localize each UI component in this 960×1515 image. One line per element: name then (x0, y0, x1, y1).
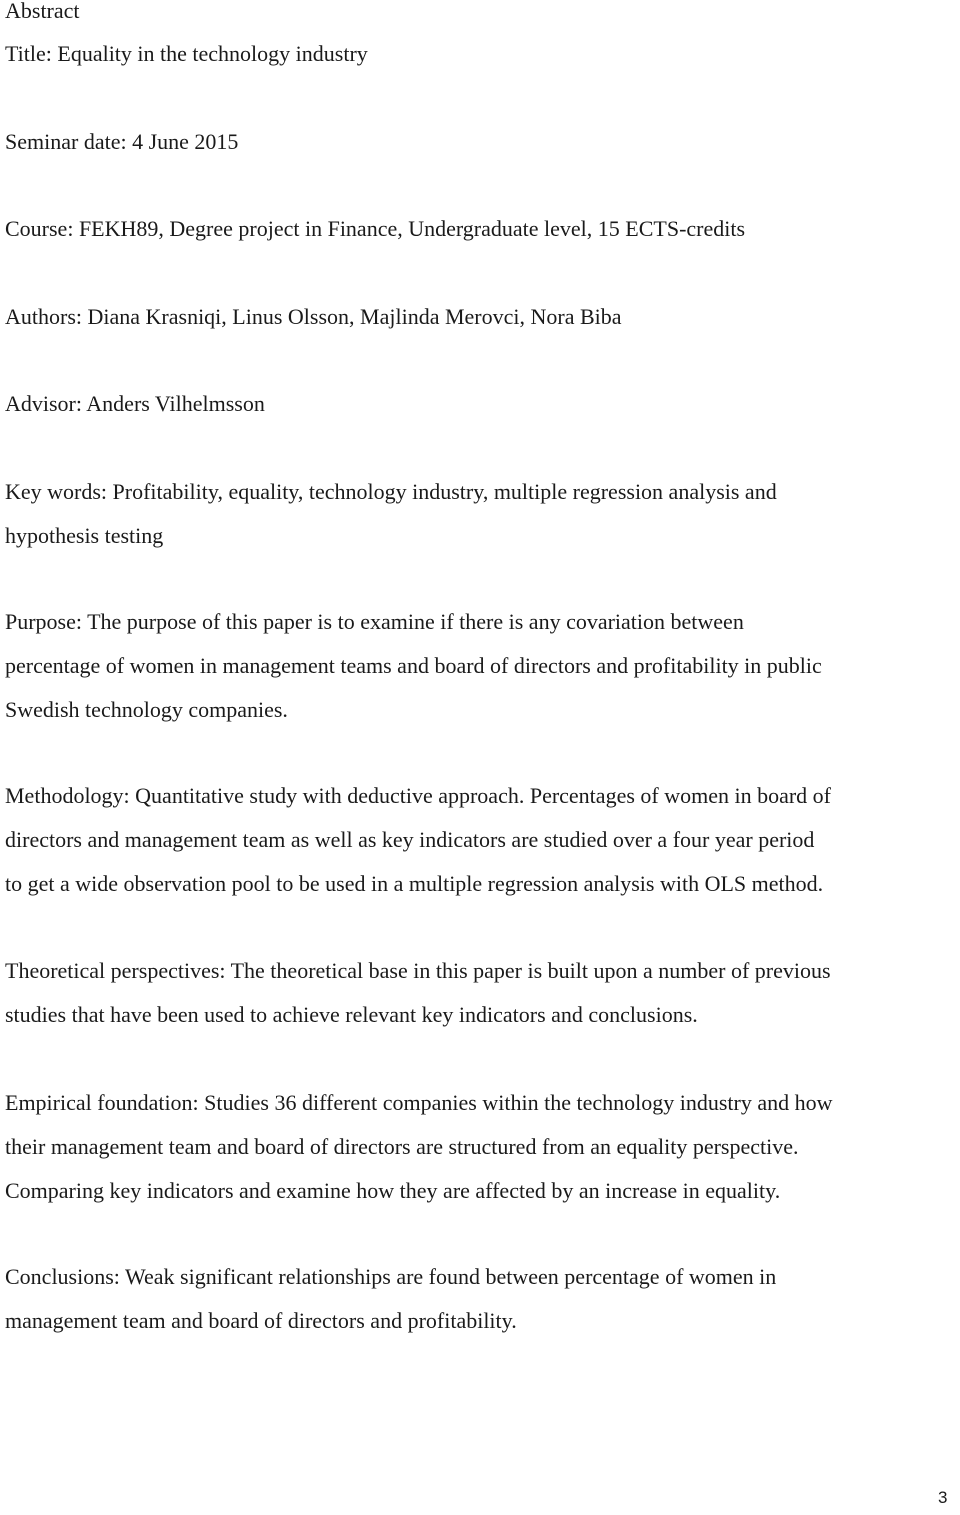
empirical-paragraph (5, 1081, 957, 1213)
theory-paragraph (5, 949, 957, 1037)
course-line: Course: FEKH89, Degree project in Finance, Undergraduate level, 15 ECTS-credits (5, 216, 746, 241)
theory-line: studies that have been used to achieve relevant key indicators and conclusions. (5, 1002, 698, 1027)
purpose-paragraph (5, 600, 957, 732)
page-number: 3 (938, 1488, 948, 1507)
empirical-line: Empirical foundation: Studies 36 different companies within the technology industry and how (5, 1090, 833, 1115)
conclusions-line: Conclusions: Weak significant relationships are found between percentage of women in (5, 1264, 777, 1289)
keywords-paragraph (5, 470, 957, 558)
empirical-line: their management team and board of directors are structured from an equality perspective. (5, 1134, 799, 1159)
methodology-paragraph (5, 774, 957, 906)
authors-line: Authors: Diana Krasniqi, Linus Olsson, Majlinda Merovci, Nora Biba (5, 304, 622, 329)
methodology-line: directors and management team as well as key indicators are studied over a four year period (5, 827, 815, 852)
conclusions-paragraph (5, 1255, 957, 1343)
methodology-line: to get a wide observation pool to be used in a multiple regression analysis with OLS method. (5, 871, 824, 896)
purpose-line: percentage of women in management teams and board of directors and profitability in public (5, 653, 822, 678)
methodology-line: Methodology: Quantitative study with deductive approach. Percentages of women in board of (5, 783, 832, 808)
theory-line: Theoretical perspectives: The theoretical base in this paper is built upon a number of previous (5, 958, 831, 983)
title-line: Title: Equality in the technology industry (5, 41, 368, 66)
empirical-line: Comparing key indicators and examine how they are affected by an increase in equality. (5, 1178, 781, 1203)
purpose-line: Swedish technology companies. (5, 697, 288, 722)
keywords-line: hypothesis testing (5, 523, 164, 548)
page-heading: Abstract (5, 0, 80, 23)
keywords-line: Key words: Profitability, equality, technology industry, multiple regression analysis and (5, 479, 777, 504)
advisor-line: Advisor: Anders Vilhelmsson (5, 391, 265, 416)
seminar-date-line: Seminar date: 4 June 2015 (5, 129, 239, 154)
purpose-line: Purpose: The purpose of this paper is to examine if there is any covariation between (5, 609, 744, 634)
conclusions-line: management team and board of directors and profitability. (5, 1308, 517, 1333)
